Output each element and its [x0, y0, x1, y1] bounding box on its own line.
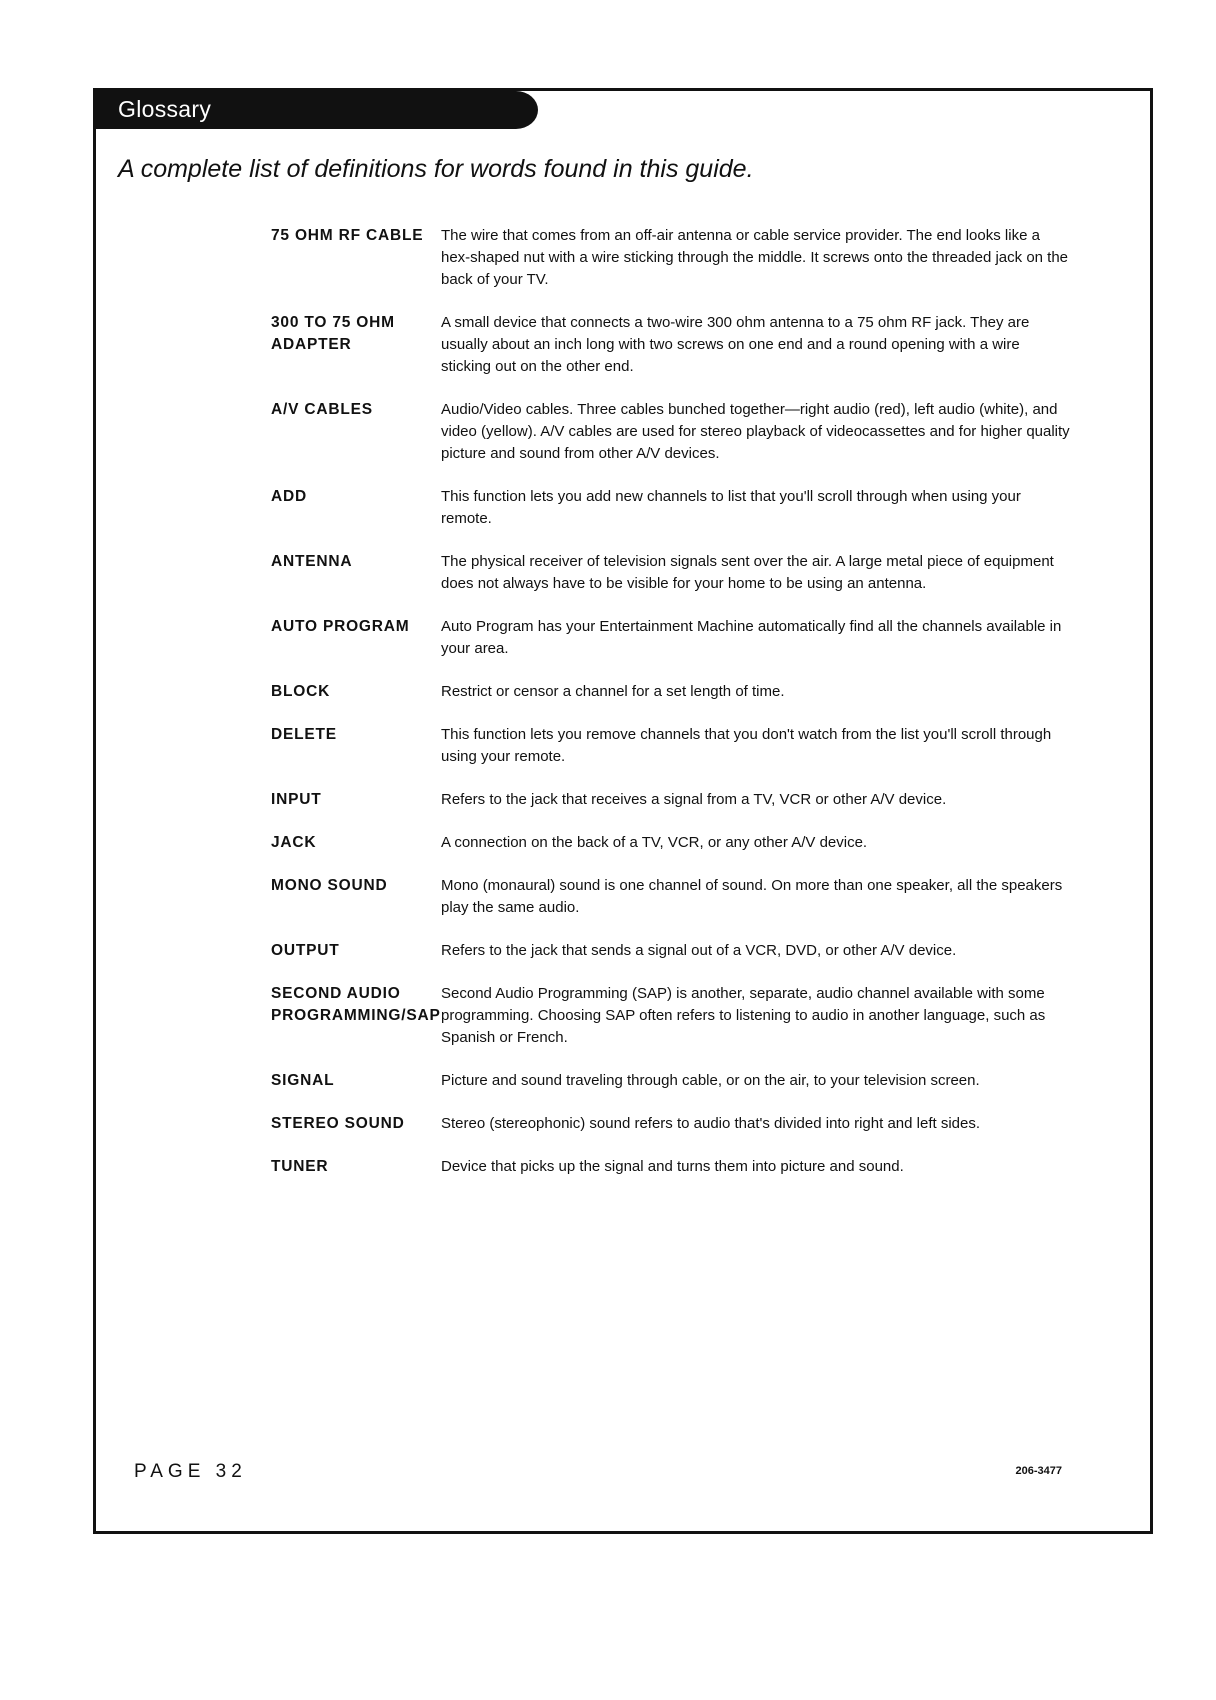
glossary-entry: [271, 1156, 1071, 1178]
glossary-term: OUTPUT: [271, 942, 340, 959]
glossary-entry: [271, 724, 1071, 768]
page-number: PAGE 32: [134, 1461, 247, 1482]
glossary-definition: The wire that comes from an off-air antenna or cable service provider. The end looks like a hex-shaped nut with a wire sticking through the middle. It screws onto the threaded jack on the back of your TV.: [441, 227, 1069, 288]
glossary-term: INPUT: [271, 791, 322, 808]
glossary-definition: Restrict or censor a channel for a set length of time.: [441, 683, 785, 700]
glossary-term: A/V CABLES: [271, 401, 373, 418]
glossary-entry: [271, 983, 1071, 1049]
glossary-term: MONO SOUND: [271, 877, 388, 894]
glossary-term: DELETE: [271, 726, 337, 743]
page-frame: [93, 88, 1153, 1534]
glossary-definition: The physical receiver of television signals sent over the air. A large metal piece of equipment does not always have to be visible for your home to be using an antenna.: [441, 553, 1054, 592]
glossary-entry: [271, 616, 1071, 660]
glossary-entry: [271, 225, 1071, 291]
glossary-definition: This function lets you remove channels that you don't watch from the list you'll scroll through using your remote.: [441, 726, 1052, 765]
glossary-term: SIGNAL: [271, 1072, 335, 1089]
glossary-entry: [271, 681, 1071, 703]
glossary-term: ANTENNA: [271, 553, 353, 570]
glossary-definition: Auto Program has your Entertainment Machine automatically find all the channels available in your area.: [441, 618, 1062, 657]
glossary-term: ADD: [271, 488, 307, 505]
glossary-definition: Mono (monaural) sound is one channel of sound. On more than one speaker, all the speakers play the same audio.: [441, 877, 1063, 916]
glossary-entry: [271, 940, 1071, 962]
glossary-definition: Refers to the jack that receives a signal from a TV, VCR or other A/V device.: [441, 791, 947, 808]
glossary-entry: [271, 399, 1071, 465]
glossary-entry: [271, 551, 1071, 595]
glossary-entry: [271, 312, 1071, 378]
glossary-definition: Audio/Video cables. Three cables bunched together—right audio (red), left audio (white), and video (yellow). A/V cables are used for stereo playback of videocassettes and for higher quality picture and sound from other A/V devices.: [441, 401, 1070, 462]
section-title: Glossary: [118, 96, 212, 122]
glossary-term: 300 TO 75 OHM ADAPTER: [271, 314, 395, 353]
glossary-definition: Refers to the jack that sends a signal out of a VCR, DVD, or other A/V device.: [441, 942, 957, 959]
glossary-term: SECOND AUDIO PROGRAMMING/SAP: [271, 985, 441, 1024]
glossary-definition: Second Audio Programming (SAP) is another, separate, audio channel available with some programming. Choosing SAP often refers to listening to audio in another language, such as Spanish or French.: [441, 985, 1046, 1046]
glossary-definition: A connection on the back of a TV, VCR, or any other A/V device.: [441, 834, 868, 851]
glossary-definition: This function lets you add new channels to list that you'll scroll through when using your remote.: [441, 488, 1021, 527]
glossary-definition: Picture and sound traveling through cable, or on the air, to your television screen.: [441, 1072, 980, 1089]
glossary-definition: Stereo (stereophonic) sound refers to audio that's divided into right and left sides.: [441, 1115, 981, 1132]
document-code: 206-3477: [1015, 1465, 1062, 1477]
glossary-term: JACK: [271, 834, 317, 851]
glossary-term: TUNER: [271, 1158, 329, 1175]
glossary-entry: [271, 789, 1071, 811]
glossary-entry: [271, 1113, 1071, 1135]
glossary-term: 75 OHM RF CABLE: [271, 227, 424, 244]
glossary-entry: [271, 832, 1071, 854]
glossary-term: AUTO PROGRAM: [271, 618, 410, 635]
glossary-definition: Device that picks up the signal and turns them into picture and sound.: [441, 1158, 904, 1175]
glossary-entry: [271, 486, 1071, 530]
glossary-entry: [271, 1070, 1071, 1092]
glossary-term: BLOCK: [271, 683, 331, 700]
glossary-list: [271, 225, 1071, 1199]
glossary-term: STEREO SOUND: [271, 1115, 405, 1132]
page-subtitle: A complete list of definitions for words found in this guide.: [118, 155, 754, 183]
section-tab: [96, 91, 516, 129]
glossary-definition: A small device that connects a two-wire 300 ohm antenna to a 75 ohm RF jack. They are usually about an inch long with two screws on one end and a round opening with a wire sticking out on the other end.: [441, 314, 1030, 375]
glossary-entry: [271, 875, 1071, 919]
